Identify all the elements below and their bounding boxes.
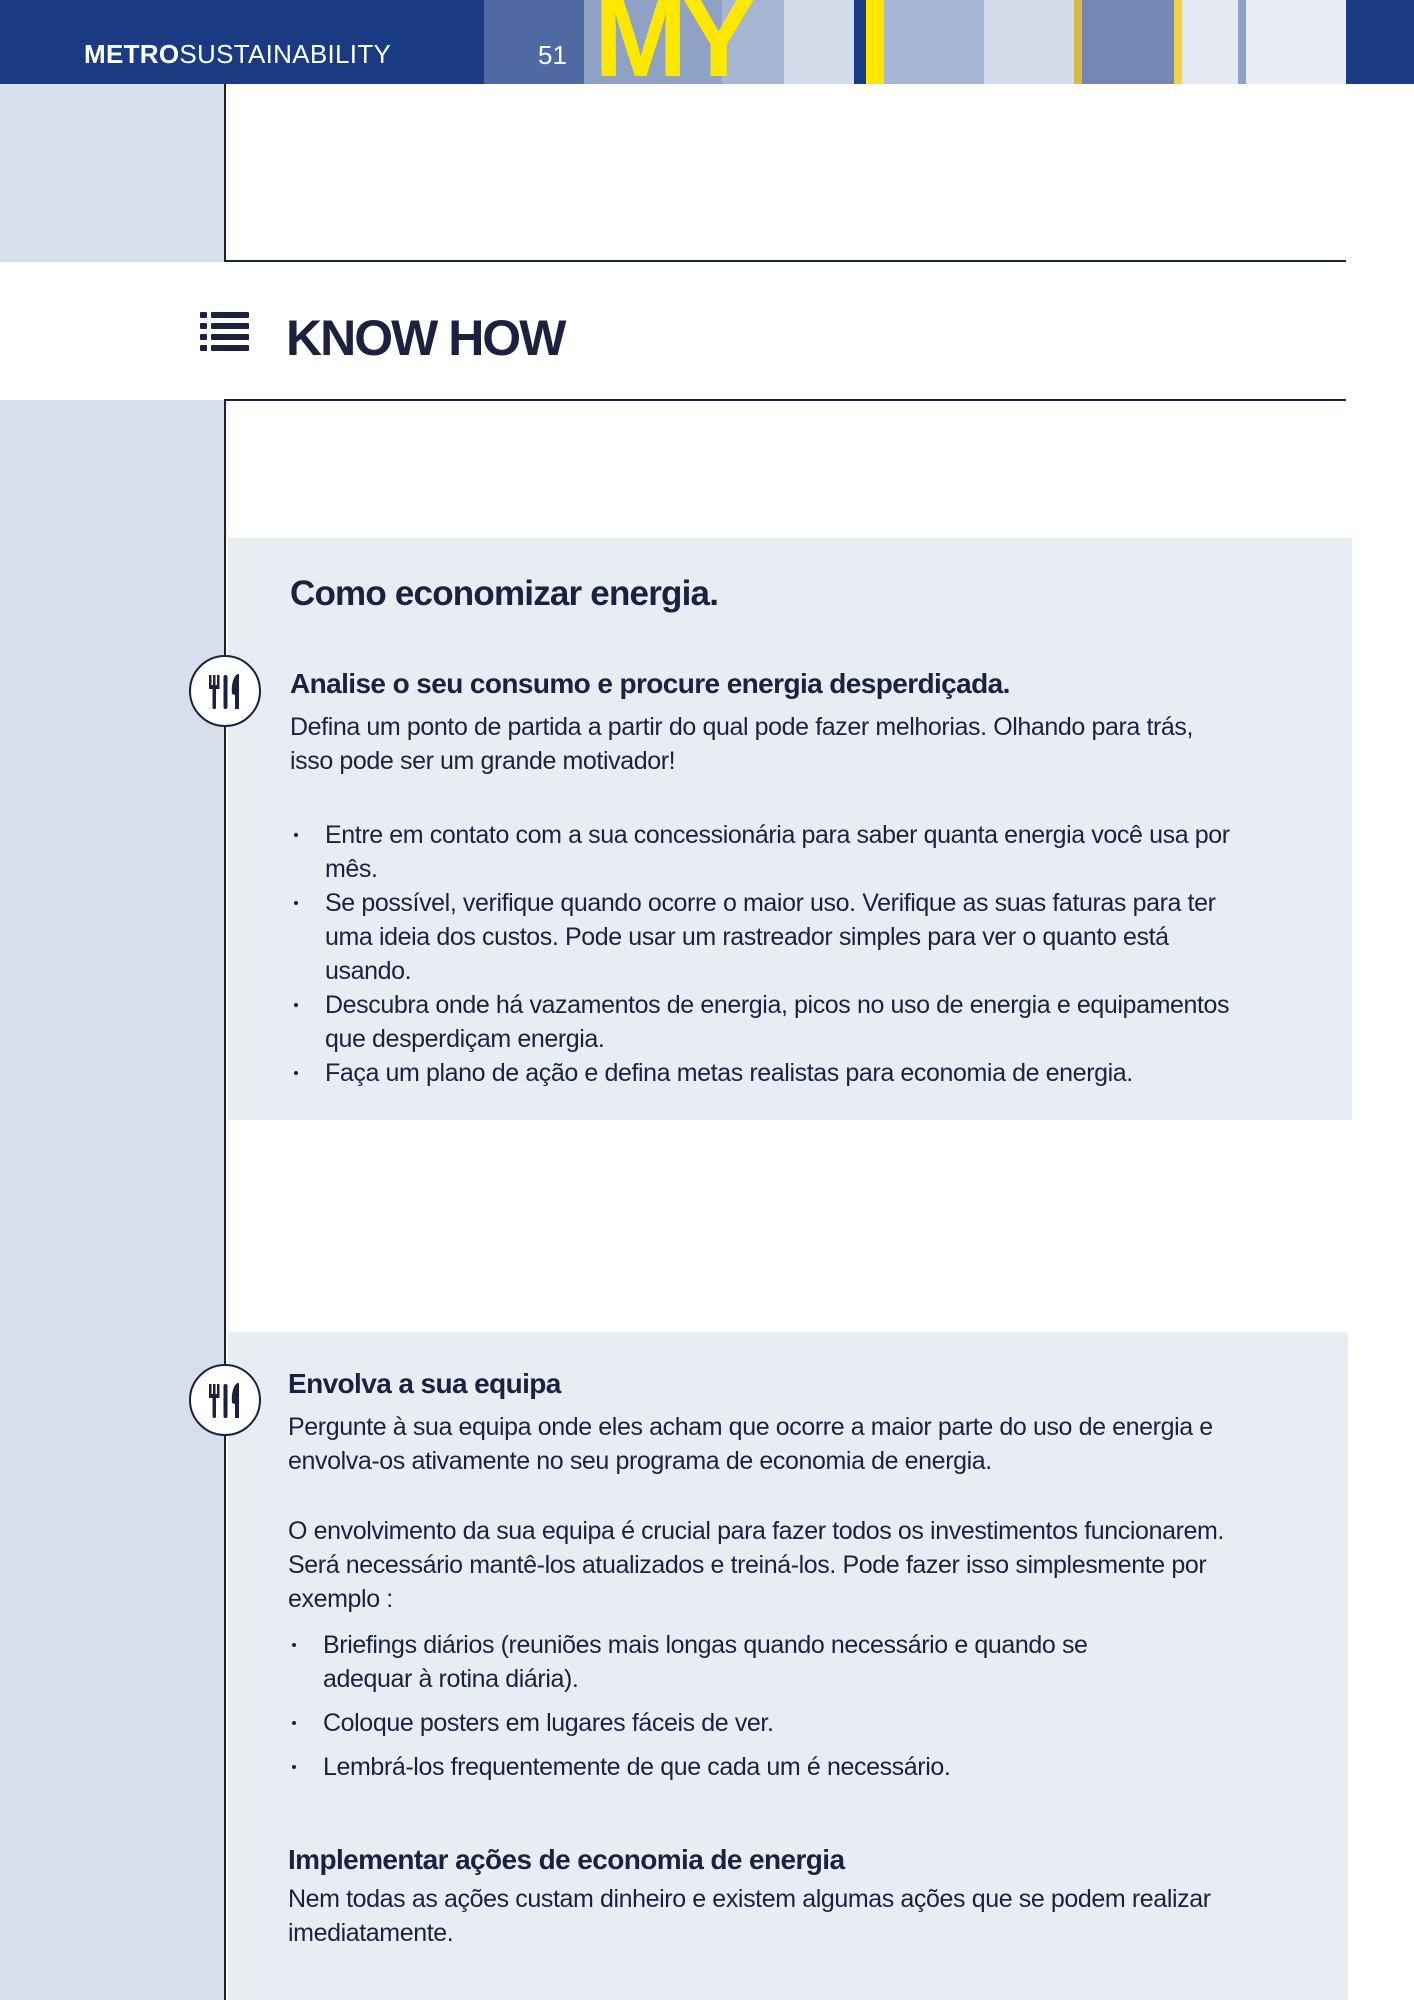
text-line: Nem todas as ações custam dinheiro e existem algumas ações que se podem realizar bbox=[288, 1885, 1211, 1913]
text-line: O envolvimento da sua equipa é crucial para fazer todos os investimentos funcionarem. bbox=[288, 1517, 1224, 1545]
list-item: Se possível, verifique quando ocorre o maior uso. Verifique as suas faturas para ter uma ideia dos custos. Pode usar um rastreador simples para ver o quanto está usando. bbox=[290, 886, 1330, 988]
header-stripe bbox=[984, 0, 1074, 84]
header-stripe bbox=[484, 0, 584, 84]
horizontal-rule-bottom bbox=[224, 399, 1346, 401]
implement-actions-title: Implementar ações de economia de energia bbox=[288, 1844, 845, 1875]
list-item: Briefings diários (reuniões mais longas quando necessário e quando se adequar à rotina diária). bbox=[288, 1628, 1328, 1696]
text-line: Será necessário mantê-los atualizados e treiná-los. Pode fazer isso simplesmente por bbox=[288, 1551, 1207, 1579]
text-line: envolva-os ativamente no seu programa de economia de energia. bbox=[288, 1447, 992, 1475]
team-paragraph-1 bbox=[288, 1410, 1213, 1478]
header-stripe bbox=[1182, 0, 1238, 84]
list-icon bbox=[200, 312, 250, 352]
cutlery-icon bbox=[189, 1364, 261, 1436]
text-line: imediatamente. bbox=[288, 1919, 454, 1947]
header-stripe bbox=[1074, 0, 1082, 84]
header-stripe bbox=[1246, 0, 1346, 84]
list-item: Lembrá-los frequentemente de que cada um é necessário. bbox=[288, 1750, 1328, 1784]
header-stripe bbox=[1238, 0, 1246, 84]
brand-sustainability: SUSTAINABILITY bbox=[179, 39, 392, 69]
side-panel-top bbox=[0, 84, 225, 262]
header-stripe bbox=[884, 0, 984, 84]
text-line: Pergunte à sua equipa onde eles acham que ocorre a maior parte do uso de energia e bbox=[288, 1413, 1213, 1441]
brand-metro: METRO bbox=[84, 39, 180, 69]
intro-paragraph bbox=[290, 710, 1193, 778]
header-stripe bbox=[866, 0, 884, 84]
list-item: Faça um plano de ação e defina metas realistas para economia de energia. bbox=[290, 1056, 1330, 1090]
cutlery-icon bbox=[189, 655, 261, 727]
header-stripe bbox=[1174, 0, 1182, 84]
section-title: Como economizar energia. bbox=[290, 574, 719, 613]
consumption-bullet-list bbox=[290, 818, 1330, 1090]
team-bullet-list bbox=[288, 1628, 1328, 1794]
brand-label bbox=[84, 0, 391, 84]
text-line: exemplo : bbox=[288, 1585, 393, 1613]
header-stripe bbox=[854, 0, 866, 84]
my-logo: MY bbox=[594, 0, 750, 84]
list-item: Coloque posters em lugares fáceis de ver. bbox=[288, 1706, 1328, 1740]
header-stripe bbox=[784, 0, 854, 84]
team-paragraph-2 bbox=[288, 1514, 1224, 1616]
horizontal-rule-top bbox=[224, 260, 1346, 262]
consumption-subtitle: Analise o seu consumo e procure energia desperdiçada. bbox=[290, 668, 1010, 699]
list-item: Descubra onde há vazamentos de energia, picos no uso de energia e equipamentos que desperdiçam energia. bbox=[290, 988, 1330, 1056]
vertical-rule-top bbox=[224, 84, 226, 262]
know-how-title: KNOW HOW bbox=[286, 310, 565, 366]
text-line: isso pode ser um grande motivador! bbox=[290, 747, 676, 775]
header-stripe bbox=[1082, 0, 1174, 84]
implement-actions-paragraph bbox=[288, 1882, 1211, 1950]
team-title: Envolva a sua equipa bbox=[288, 1368, 561, 1399]
text-line: Defina um ponto de partida a partir do qual pode fazer melhorias. Olhando para trás, bbox=[290, 713, 1194, 741]
list-item: Entre em contato com a sua concessionária para saber quanta energia você usa por mês. bbox=[290, 818, 1330, 886]
vertical-rule-main bbox=[224, 400, 226, 2000]
page-number: 51 bbox=[538, 40, 567, 70]
page-header bbox=[0, 0, 1414, 84]
side-panel-bottom bbox=[0, 400, 225, 2000]
